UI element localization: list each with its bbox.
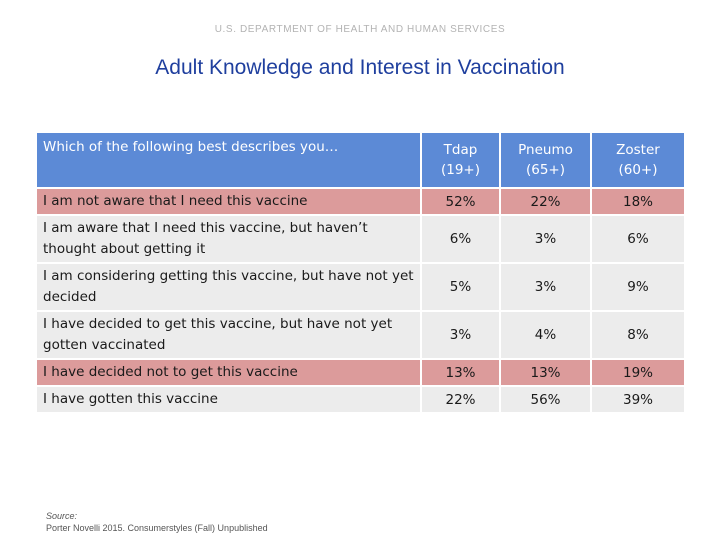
zoster-value: 39%	[591, 386, 684, 413]
column-header-pneumo	[500, 133, 591, 188]
column-header-zoster	[591, 133, 684, 188]
row-label: I am aware that I need this vaccine, but haven’t thought about getting it	[37, 215, 421, 263]
table-row	[37, 215, 684, 263]
source-label: Source:	[46, 511, 78, 521]
row-label: I have decided to get this vaccine, but have not yet gotten vaccinated	[37, 311, 421, 359]
column-age: (19+)	[440, 162, 481, 178]
source-note	[46, 510, 268, 534]
zoster-value: 19%	[591, 359, 684, 386]
tdap-value: 13%	[421, 359, 500, 386]
slide-title: Adult Knowledge and Interest in Vaccination	[155, 56, 565, 79]
table-row	[37, 386, 684, 413]
tdap-value: 6%	[421, 215, 500, 263]
pneumo-value: 3%	[500, 263, 591, 311]
zoster-value: 6%	[591, 215, 684, 263]
column-name: Tdap	[443, 142, 478, 158]
zoster-value: 9%	[591, 263, 684, 311]
table-row	[37, 263, 684, 311]
survey-table	[37, 133, 684, 414]
source-citation: Porter Novelli 2015. Consumerstyles (Fall) Unpublished	[46, 523, 268, 533]
row-label: I am not aware that I need this vaccine	[37, 188, 421, 215]
pneumo-value: 3%	[500, 215, 591, 263]
row-label: I have decided not to get this vaccine	[37, 359, 421, 386]
zoster-value: 8%	[591, 311, 684, 359]
column-age: (60+)	[618, 162, 658, 178]
row-label: I have gotten this vaccine	[37, 386, 421, 413]
column-name: Zoster	[616, 142, 660, 158]
column-age: (65+)	[525, 162, 566, 178]
row-label: I am considering getting this vaccine, but have not yet decided	[37, 263, 421, 311]
agency-name: U.S. DEPARTMENT OF HEALTH AND HUMAN SERVICES	[214, 24, 506, 35]
pneumo-value: 4%	[500, 311, 591, 359]
table-header-row	[37, 133, 684, 188]
table-row	[37, 359, 684, 386]
pneumo-value: 56%	[500, 386, 591, 413]
tdap-value: 52%	[421, 188, 500, 215]
column-header-tdap	[421, 133, 500, 188]
tdap-value: 3%	[421, 311, 500, 359]
tdap-value: 5%	[421, 263, 500, 311]
pneumo-value: 22%	[500, 188, 591, 215]
pneumo-value: 13%	[500, 359, 591, 386]
zoster-value: 18%	[591, 188, 684, 215]
question-header: Which of the following best describes you…	[37, 133, 421, 188]
tdap-value: 22%	[421, 386, 500, 413]
table-row	[37, 188, 684, 215]
table-row	[37, 311, 684, 359]
column-name: Pneumo	[518, 142, 573, 158]
